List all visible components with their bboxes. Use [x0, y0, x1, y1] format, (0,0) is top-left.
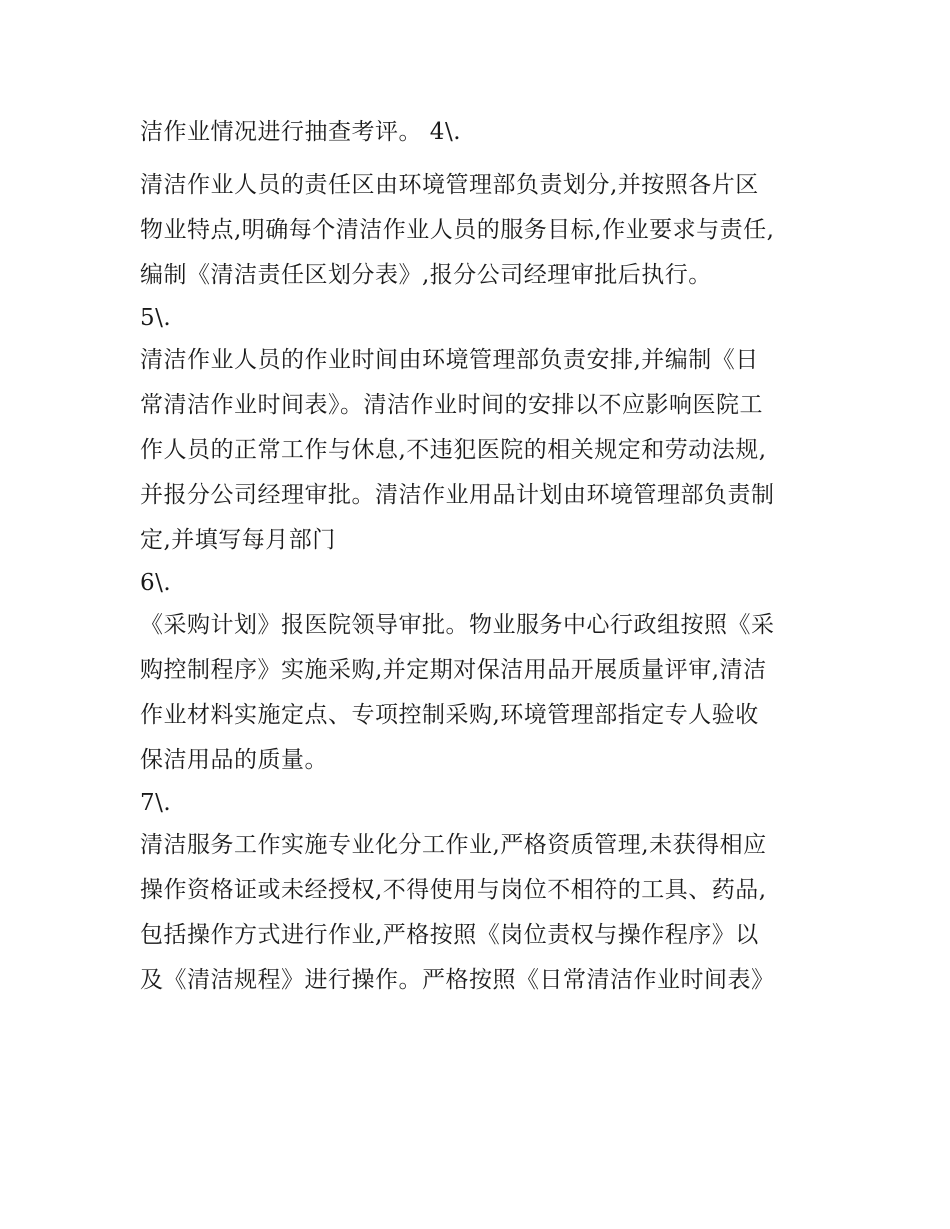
item-number: 5\. — [140, 305, 172, 331]
text-line: 保洁用品的质量。 — [140, 747, 328, 773]
text-line: 购控制程序》实施采购,并定期对保洁用品开展质量评审,清洁 — [140, 657, 767, 683]
text-line: 作人员的正常工作与休息,不违犯医院的相关规定和劳动法规, — [140, 437, 767, 463]
text-line: 作业材料实施定点、专项控制采购,环境管理部指定专人验收 — [140, 702, 759, 728]
text-line: 操作资格证或未经授权,不得使用与岗位不相符的工具、药品, — [140, 877, 767, 903]
text-line: 清洁作业人员的作业时间由环境管理部负责安排,并编制《日 — [140, 347, 759, 373]
text-line: 清洁服务工作实施专业化分工作业,严格资质管理,未获得相应 — [140, 832, 767, 858]
item-number: 7\. — [140, 790, 172, 816]
item-number: 6\. — [140, 570, 172, 596]
text-line: 编制《清洁责任区划分表》,报分公司经理审批后执行。 — [140, 262, 712, 288]
text-line: 并报分公司经理审批。清洁作业用品计划由环境管理部负责制 — [140, 482, 775, 508]
text-line: 定,并填写每月部门 — [140, 527, 336, 553]
text-line: 《采购计划》报医院领导审批。物业服务中心行政组按照《采 — [140, 612, 775, 638]
text-line: 及《清洁规程》进行操作。严格按照《日常清洁作业时间表》 — [140, 967, 775, 993]
text-line: 包括操作方式进行作业,严格按照《岗位责权与操作程序》以 — [140, 922, 759, 948]
text-line: 洁作业情况进行抽查考评。 4\. — [140, 119, 462, 145]
document-body — [140, 111, 830, 1003]
text-line: 物业特点,明确每个清洁作业人员的服务目标,作业要求与责任, — [140, 217, 775, 243]
text-line: 清洁作业人员的责任区由环境管理部负责划分,并按照各片区 — [140, 172, 759, 198]
text-line: 常清洁作业时间表》。清洁作业时间的安排以不应影响医院工 — [140, 392, 763, 418]
